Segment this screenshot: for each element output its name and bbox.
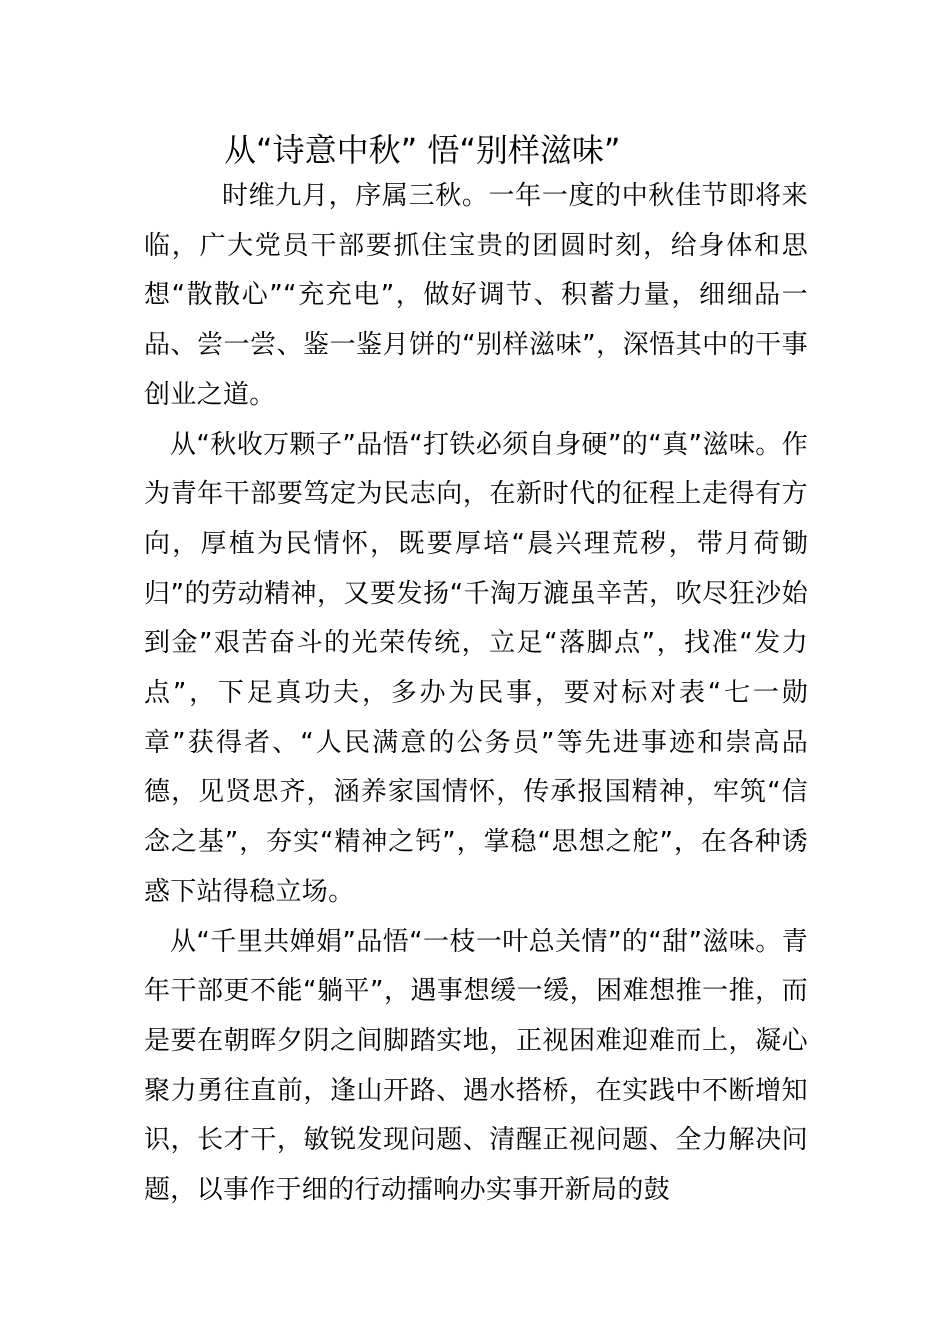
document-title: 从“诗意中秋” 悟“别样滋味” <box>224 131 621 169</box>
paragraph-tian: 从“千里共婵娟”品悟“一枝一叶总关情”的“甜”滋味。青年干部更不能“躺平”，遇事想缓一缓，困难想推一推，而是要在朝晖夕阴之间脚踏实地，正视困难迎难而上，凝心聚力勇往直前，逢山开路、遇水搭桥，在实践中不断增知识，长才干，敏锐发现问题、清醒正视问题、全力解决问题，以事作于细的行动擂响办实事开新局的鼓 <box>144 926 808 1206</box>
paragraph-zhen: 从“秋收万颗子”品悟“打铁必须自身硬”的“真”滋味。作为青年干部要笃定为民志向，在新时代的征程上走得有方向，厚植为民情怀，既要厚培“晨兴理荒秽，带月荷锄归”的劳动精神，又要发扬“千淘万漉虽辛苦，吹尽狂沙始到金”艰苦奋斗的光荣传统，立足“落脚点”，找准“发力点”，下足真功夫，多办为民事，要对标对表“七一勋章”获得者、“人民满意的公务员”等先进事迹和崇高品德，见贤思齐，涵养家国情怀，传承报国精神，牢筑“信念之基”，夯实“精神之钙”，掌稳“思想之舵”，在各种诱惑下站得稳立场。 <box>144 429 808 907</box>
paragraph-intro: 时维九月，序属三秋。一年一度的中秋佳节即将来临，广大党员干部要抓住宝贵的团圆时刻，给身体和思想“散散心”“充充电”，做好调节、积蓄力量，细细品一品、尝一尝、鉴一鉴月饼的“别样滋味”，深悟其中的干事创业之道。 <box>144 181 808 410</box>
document-page <box>144 128 808 1216</box>
